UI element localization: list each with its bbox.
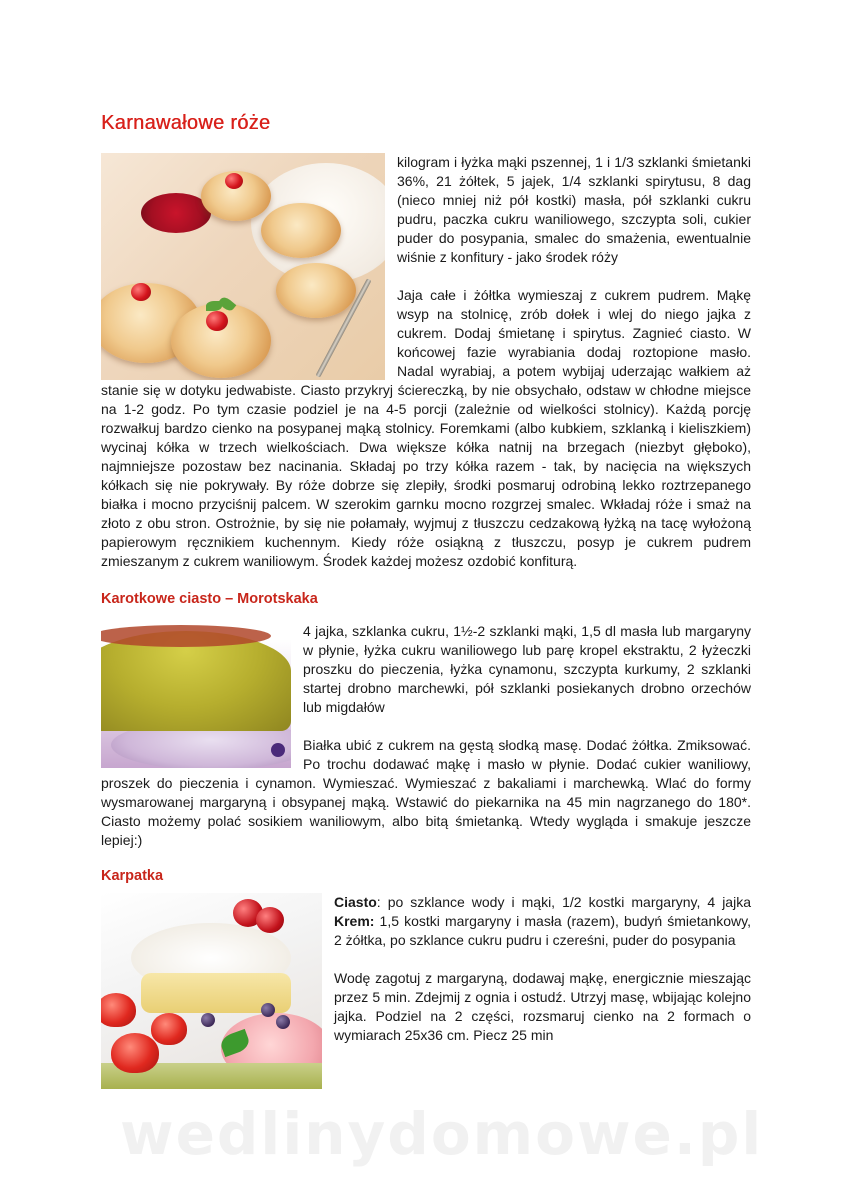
- method-text: Wodę zagotuj z margaryną, dodawaj mąkę, energicznie mieszając przez 5 min. Zdejmij z ognia i ostudź. Utrzyj masę, wbijając kolejno jajka. Podziel na 2 części, rozsmaruj cienko na 2 formach o wymiarach 25x36 cm. Piecz 25 min: [334, 970, 751, 1043]
- method-text: Białka ubić z cukrem na gęstą słodką masę. Dodać żółtka. Zmiksować. Po trochu dodawać mąkę i masło w płynie. Dodać cukier waniliowy, proszek do pieczenia i cynamon. Wymieszać. Wymieszać z bakaliami i marchewką. Wlać do formy wysmarowanej margaryną i obsypanej mąką. Wstawić do piekarnika na 45 min nagrzanego do 180*. Ciasto możemy polać sosikiem waniliowym, albo bitą śmietanką. Wtedy wygląda i smakuje jeszcze lepiej:): [101, 737, 751, 848]
- ingredients-label-krem: Krem:: [334, 913, 375, 929]
- recipe-karpatka: [101, 868, 751, 1089]
- recipe-title: Karotkowe ciasto – Morotskaka: [101, 591, 318, 607]
- ingredients-text: kilogram i łyżka mąki pszennej, 1 i 1/3 szklanki śmietanki 36%, 21 żółtek, 5 jajek, 1/4 szklanki spirytusu, 8 dag (nieco mniej niż pół kostki) masła, pół szklanki cukru pudru, paczka cukru waniliowego, szczypta soli, cukier puder do posypania, smalec do smażenia, ewentualnie wiśnie z konfitury - jako środek róży: [397, 154, 751, 265]
- method-text: Jaja całe i żółtka wymieszaj z cukrem pudrem. Mąkę wsyp na stolnicę, zrób dołek i wlej do niego jajka z cukrem. Dodaj śmietanę i spirytus. Zagnieć ciasto. W końcowej fazie wyrabiania dodaj roztopione masło. Nadal wyrabiaj, a potem wybijaj uderzając wałkiem aż stanie się w dotyku jedwabiste. Ciasto przykryj ściereczką, by nie obsychało, odstaw w chłodne miejsce na 1-2 godz. Po tym czasie podziel je na 4-5 porcji (zależnie od wielkości stolnicy). Każdą porcję rozwałkuj bardzo cienko na posypanej mąką stolnicy. Foremkami (albo kubkiem, szklanką i kieliszkiem) wycinaj kółka w trzech wielkościach. Dwa większe kółka natnij na brzegach (niezbyt głęboko), najmniejsze pozostaw bez nacinania. Składaj po trzy kółka razem - tak, by nacięcia na większych kółkach się nie pokrywały. By róże dobrze się zlepiły, środki posmaruj odrobiną lekko roztrzepanego białka i mocno przyciśnij palcem. W szerokim garnku mocno rozgrzej smalec. Wkładaj róże i smaż na złoto z obu stron. Ostrożnie, by się nie połamały, wyjmuj z tłuszczu cedzakową łyżką na tacę wyłożoną papierowym ręcznikiem kuchennym. Kiedy róże osiąkną z tłuszczu, posyp je cukrem pudrem zmieszanym z cukrem waniliowym. Środek każdej możesz ozdobić konfiturą.: [101, 287, 751, 569]
- recipe-title: Karnawałowe róże: [101, 112, 271, 134]
- site-watermark: wedlinydomowe.pl: [120, 1100, 764, 1168]
- photo-carnival-roses: [101, 153, 385, 380]
- ingredients-ciasto: : po szklance wody i mąki, 1/2 kostki margaryny, 4 jajka: [376, 894, 751, 910]
- recipe-page: [101, 112, 751, 1089]
- photo-carrot-cake: [101, 625, 291, 768]
- recipe-karotkowe-ciasto: [101, 591, 751, 850]
- photo-karpatka: [101, 893, 322, 1089]
- recipe-title: Karpatka: [101, 868, 164, 884]
- ingredients-krem: 1,5 kostki margaryny i masła (razem), budyń śmietankowy, 2 żółtka, po szklance cukru pudru i czereśni, puder do posypania: [334, 913, 751, 948]
- recipe-karnawalowe-roze: [101, 112, 751, 571]
- ingredients-label-ciasto: Ciasto: [334, 894, 377, 910]
- ingredients-text: 4 jajka, szklanka cukru, 1½-2 szklanki mąki, 1,5 dl masła lub margaryny w płynie, łyżka cukru waniliowego lub parę kropel ekstraktu, 2 łyżeczki proszku do pieczenia, łyżka cynamonu, szczypta kurkumy, 2 szklanki startej drobno marchewki, pół szklanki posiekanych drobno orzechów lub migdałów: [303, 623, 751, 715]
